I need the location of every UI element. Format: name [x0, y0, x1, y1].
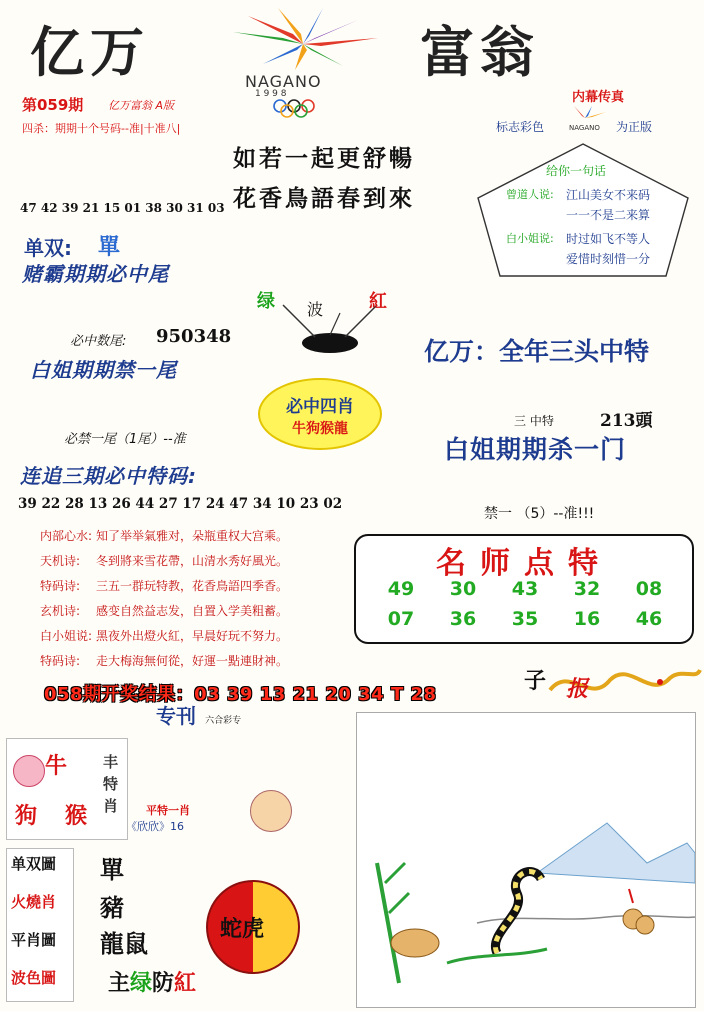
master-number: 35 — [511, 608, 539, 630]
grid-dan: 單 — [100, 856, 124, 884]
poem-row — [40, 627, 288, 644]
numbers-top: 47 42 39 21 15 01 38 30 31 03 — [20, 201, 225, 215]
poem-row — [40, 527, 288, 544]
banned-door-line: 白姐期期杀一门 — [444, 435, 627, 464]
inside-fax-left: 标志彩色 — [496, 120, 545, 134]
pentagon-panel — [474, 140, 692, 280]
odd-even-value: 單 — [98, 235, 121, 260]
zhuankan-label — [156, 700, 241, 729]
title-right: 富翁 — [420, 20, 540, 84]
tail-line: 赌霸期期必中尾 — [22, 262, 169, 286]
issue-brand: 亿万富翁 A版 — [108, 99, 175, 112]
guard-char: 防 — [152, 971, 175, 996]
wave-green: 绿 — [257, 291, 275, 312]
poem-key: 玄机诗: — [40, 604, 81, 618]
poem-row — [40, 602, 288, 619]
poem-text: 黑夜外出燈火紅，早晨好玩不努力。 — [96, 629, 289, 643]
riddle-picture — [356, 712, 696, 1008]
grid-label: 火燒肖 — [11, 893, 57, 911]
grid-label: 单双圖 — [11, 855, 57, 873]
cartoon-kid-icon — [250, 790, 292, 832]
bottom-ox: 牛 — [45, 754, 68, 779]
bottom-dog: 狗 — [15, 804, 38, 829]
yiwan-line: 亿万：全年三头中特 — [424, 337, 650, 366]
issue-number: 第059期 — [22, 96, 84, 114]
wave-diagram — [255, 285, 405, 360]
poem-text: 感变自然益志发，自置入学美粗蓄。 — [96, 604, 289, 618]
three-special-label: 三 中特 — [514, 414, 554, 428]
flower-icon — [215, 6, 390, 118]
slogan-line1: 如若一起更舒暢 — [233, 145, 415, 172]
odd-even-label: 单双: — [24, 236, 72, 260]
pentagon-line4: 爱惜时刻惜一分 — [566, 252, 651, 266]
inside-fax-right: 为正版 — [616, 120, 653, 134]
title-left: 亿万 — [30, 20, 150, 84]
main-char: 主 — [108, 971, 131, 996]
master-number: 16 — [573, 608, 601, 630]
poem-row — [40, 577, 288, 594]
pentagon-title: 给你一句话 — [546, 164, 607, 178]
banned-tail-line: 白姐期期禁一尾 — [30, 358, 177, 382]
four-xiao-title: 必中四肖 — [286, 397, 354, 417]
logo-word: NAGANO — [245, 72, 322, 91]
must-tail-value: 950348 — [156, 326, 232, 347]
wave-red: 紅 — [369, 291, 387, 312]
nagano-logo — [215, 6, 390, 118]
inside-fax-title: 内幕传真 — [572, 90, 625, 105]
numbers-mid: 39 22 28 13 26 44 27 17 24 47 34 10 23 02 — [18, 496, 343, 512]
cartoon-panel — [6, 738, 128, 840]
grid-pig: 豬 — [100, 894, 124, 922]
wave-middle: 波 — [307, 300, 324, 319]
poem-text: 三五一群玩特教，花香鳥語四季香。 — [96, 579, 289, 593]
result-line: 058期开奖结果：03 39 13 21 20 34 T 28 — [44, 684, 437, 705]
seal-text: 平特一肖 — [146, 804, 190, 817]
zibao-bao: 报 — [566, 677, 589, 702]
zibao-zi: 子 — [524, 669, 547, 694]
master-number: 32 — [573, 578, 601, 600]
poem-key: 天机诗: — [40, 554, 81, 568]
red-char: 紅 — [174, 971, 197, 996]
master-number: 46 — [635, 608, 663, 630]
three-issue-line: 连追三期必中特码: — [20, 464, 197, 488]
pig-icon — [13, 755, 45, 787]
three-special-value: 213頭 — [600, 411, 653, 431]
issue-subtitle: 四杀：期期十个号码--准|十准八| — [22, 122, 181, 135]
master-title: 名师点特 — [436, 546, 612, 581]
master-number: 30 — [449, 578, 477, 600]
zibao-banner — [510, 660, 704, 710]
pentagon-label1: 曾道人说: — [506, 188, 554, 201]
master-row2 — [370, 608, 680, 630]
grid-dragon-rat: 龍鼠 — [100, 930, 148, 958]
poem-key: 特码诗: — [40, 654, 81, 668]
bottom-grid — [6, 848, 74, 1002]
qi-text: 《欣欣》16 — [126, 820, 184, 833]
four-xiao-badge — [258, 378, 382, 450]
ban-one: 禁一 （5）--准!!! — [484, 506, 595, 522]
poem-key: 内部心水: — [40, 529, 93, 543]
poem-row — [40, 652, 288, 669]
main-green-red — [108, 966, 196, 997]
master-row1 — [370, 578, 680, 600]
poem-row — [40, 552, 288, 569]
four-xiao-animals: 牛狗猴龍 — [292, 421, 348, 437]
green-char: 绿 — [130, 971, 153, 996]
poem-key: 特码诗: — [40, 579, 81, 593]
poem-text: 冬到將来雪花帶，山清水秀好風光。 — [96, 554, 289, 568]
poem-text: 知了举举氣雅对，朵瓶重权大宫乘。 — [96, 529, 289, 543]
grid-label: 平肖圖 — [11, 931, 57, 949]
svg-text:NAGANO: NAGANO — [569, 124, 600, 132]
zhuankan-text: 专刊 — [156, 704, 196, 728]
pentagon-line1: 江山美女不来码 — [566, 188, 651, 202]
master-number: 43 — [511, 578, 539, 600]
master-number: 36 — [449, 608, 477, 630]
master-number: 49 — [387, 578, 415, 600]
ban-one-tail: 必禁一尾（1尾）--准 — [64, 432, 186, 447]
master-box — [354, 534, 694, 644]
poem-key: 白小姐说: — [40, 629, 93, 643]
bottom-vertical: 丰特肖 — [103, 753, 119, 815]
logo-year: 1 9 9 8 — [255, 89, 287, 99]
grid-label: 波色圖 — [11, 969, 57, 987]
must-tail-label: 必中数尾: — [70, 334, 127, 349]
slogan-line2: 花香鳥語春到來 — [233, 185, 415, 212]
pentagon-label3: 白小姐说: — [506, 232, 554, 245]
master-number: 07 — [387, 608, 415, 630]
mini-logo-icon — [560, 104, 610, 142]
master-number: 08 — [635, 578, 663, 600]
pentagon-line2: 一一不是二来算 — [566, 208, 651, 222]
zhuankan-small: 六合彩专 — [205, 716, 242, 726]
bottom-monkey: 猴 — [65, 804, 88, 829]
grid-snake-tiger: 蛇虎 — [220, 917, 265, 942]
poem-text: 走大梅海無何從，好運一點連財神。 — [96, 654, 289, 668]
pentagon-line3: 时过如飞不等人 — [566, 232, 651, 246]
snake-landscape-icon — [357, 713, 695, 1007]
